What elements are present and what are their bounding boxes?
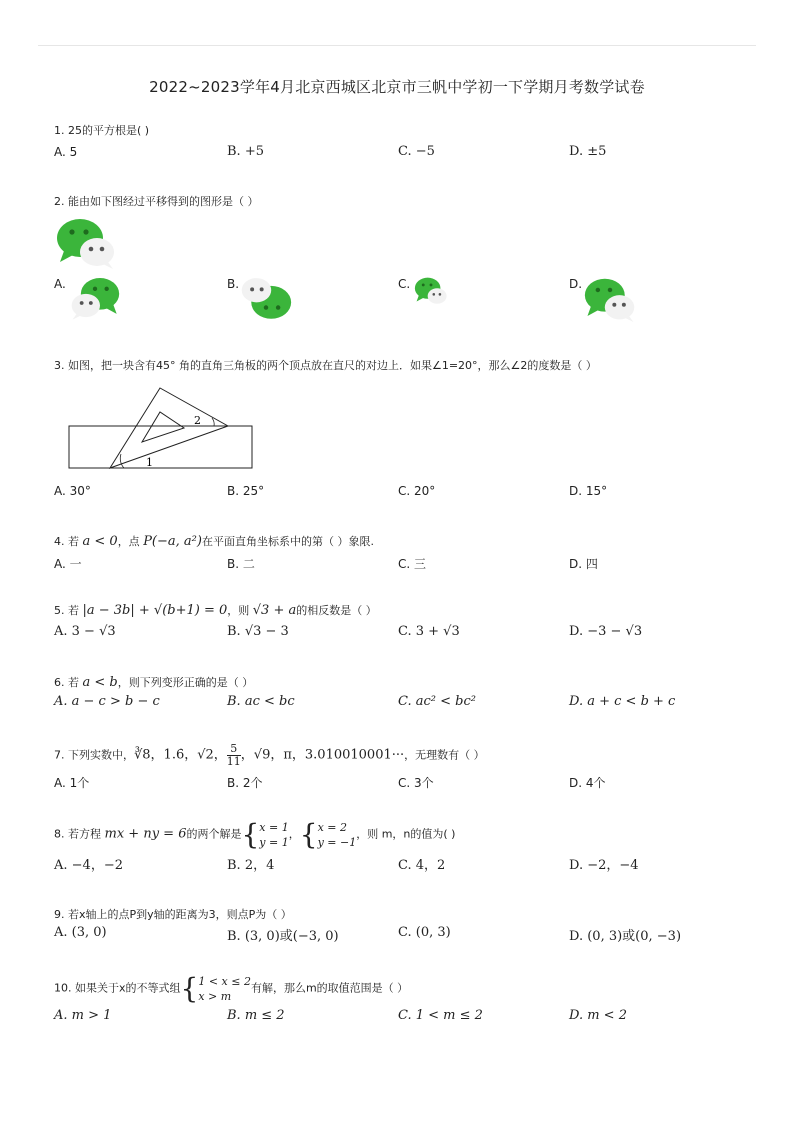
q9-option-a[interactable]: A. (3, 0)	[54, 925, 107, 940]
q10-prefix: 10. 如果关于x的不等式组	[54, 981, 181, 995]
question-2-stem: 2. 能由如下图经过平移得到的图形是（ ）	[54, 195, 259, 208]
q2-option-b[interactable]: B.	[227, 277, 240, 291]
q3-option-d[interactable]: D. 15°	[569, 484, 608, 498]
q1-option-a[interactable]: A. 5	[54, 145, 78, 159]
q5-prefix: 5. 若	[54, 604, 83, 617]
q7-prefix: 7. 下列实数中，	[54, 748, 134, 762]
q10-option-a[interactable]: A. m > 1	[54, 1008, 112, 1023]
q8-option-b[interactable]: B. 2，4	[227, 858, 275, 873]
q8-option-c[interactable]: C. 4，2	[398, 858, 446, 873]
q9-option-c[interactable]: C. (0, 3)	[398, 925, 451, 940]
wechat-logo-icon	[414, 276, 448, 306]
q8-prefix: 8. 若方程	[54, 827, 105, 841]
q5-math-expression: √3 + a	[252, 603, 297, 618]
q9-option-d[interactable]: D. (0, 3)或(0, −3)	[569, 929, 682, 944]
q7-fraction-denominator: 11	[226, 755, 241, 768]
question-6-stem	[54, 674, 253, 690]
q5-math-equation: |a − 3b| + √(b+1) = 0	[82, 603, 228, 618]
q6-math-condition: a < b	[82, 675, 118, 690]
q4-math-point: P(−a, a²)	[143, 534, 202, 549]
q8-system1	[259, 820, 288, 850]
q8-sys2-line1: x = 2	[317, 820, 347, 834]
angle-2-label: 2	[194, 414, 201, 427]
q8-sys1-line1: x = 1	[259, 820, 289, 834]
q4-option-c[interactable]: C. 三	[398, 557, 427, 571]
question-1-stem: 1. 25的平方根是( )	[54, 124, 150, 137]
q5-mid: ，则	[227, 604, 253, 617]
q5-option-a[interactable]: A. 3 − √3	[54, 624, 116, 639]
question-3-stem: 3. 如图，把一块含有45° 角的直角三角板的两个顶点放在直尺的对边上．如果∠1=20°，那么∠2的度数是（ ）	[54, 359, 597, 372]
question-9-stem: 9. 若x轴上的点P到y轴的距离为3，则点P为（ ）	[54, 908, 292, 921]
question-5-stem	[54, 602, 377, 618]
q8-option-d[interactable]: D. −2，−4	[569, 858, 639, 873]
q5-option-d[interactable]: D. −3 − √3	[569, 624, 643, 639]
q10-option-b[interactable]: B. m ≤ 2	[227, 1008, 285, 1023]
q10-system-brace: {	[180, 972, 199, 1005]
question-8-stem: 8. 若方程 mx + ny = 6的两个解是{ x = 1 y = 1 ，{ x = 2 y = −1 ，则 m，n的值为( )	[54, 818, 456, 851]
q2-option-d[interactable]: D.	[569, 277, 583, 291]
q8-system2-brace: {	[299, 818, 318, 851]
ruler-triangle-figure	[66, 384, 256, 474]
q8-suffix: ，则 m，n的值为( )	[356, 827, 456, 841]
q4-option-a[interactable]: A. 一	[54, 557, 82, 571]
q5-option-b[interactable]: B. √3 − 3	[227, 624, 289, 639]
q1-option-b[interactable]: B. +5	[227, 144, 264, 159]
q1-option-c[interactable]: C. −5	[398, 144, 435, 159]
wechat-logo-icon	[240, 274, 292, 322]
q4-mid: ，点	[117, 535, 144, 548]
q6-suffix: ，则下列变形正确的是（ ）	[117, 676, 254, 689]
q7-option-a[interactable]: A. 1个	[54, 776, 90, 790]
q10-sys-line1: 1 < x ≤ 2	[198, 974, 251, 988]
q6-option-a[interactable]: A. a − c > b − c	[54, 694, 160, 709]
q8-system1-brace: {	[241, 818, 260, 851]
q1-option-d[interactable]: D. ±5	[569, 144, 607, 159]
q5-option-c[interactable]: C. 3 + √3	[398, 624, 460, 639]
header-rule	[38, 45, 756, 46]
q10-system	[198, 974, 251, 1004]
q7-fraction-numerator: 5	[227, 743, 241, 756]
q4-option-b[interactable]: B. 二	[227, 557, 255, 571]
q6-prefix: 6. 若	[54, 676, 83, 689]
q6-option-c[interactable]: C. ac² < bc²	[398, 694, 476, 709]
q10-suffix: 有解，那么m的取值范围是（ ）	[250, 981, 409, 995]
q4-option-d[interactable]: D. 四	[569, 557, 598, 571]
q4-math-condition: a < 0	[82, 534, 118, 549]
q8-mid: 的两个解是	[186, 827, 242, 841]
q3-option-b[interactable]: B. 25°	[227, 484, 265, 498]
q7-option-b[interactable]: B. 2个	[227, 776, 263, 790]
wechat-logo-icon	[70, 274, 120, 322]
q3-option-a[interactable]: A. 30°	[54, 484, 91, 498]
question-10-stem	[54, 972, 408, 1005]
q7-numbers-part2: ，√9，π，3.010010001···	[240, 747, 405, 763]
q8-math-equation: mx + ny = 6	[104, 826, 187, 842]
q3-option-c[interactable]: C. 20°	[398, 484, 436, 498]
wechat-logo-icon	[584, 276, 636, 323]
page-title: 2022~2023学年4月北京西城区北京市三帆中学初一下学期月考数学试卷	[149, 78, 645, 96]
q8-system2	[318, 820, 357, 850]
q5-suffix: 的相反数是（ ）	[296, 604, 377, 617]
q10-option-c[interactable]: C. 1 < m ≤ 2	[398, 1008, 483, 1023]
q7-numbers-part1: ∛8，1.6̇，√2，	[134, 747, 227, 763]
question-4-stem	[54, 533, 374, 549]
q7-option-c[interactable]: C. 3个	[398, 776, 434, 790]
q7-option-d[interactable]: D. 4个	[569, 776, 606, 790]
q9-option-b[interactable]: B. (3, 0)或(−3, 0)	[227, 929, 339, 944]
q8-sys2-line2: y = −1	[317, 835, 357, 849]
question-7-stem	[54, 743, 485, 768]
q4-prefix: 4. 若	[54, 535, 83, 548]
q4-suffix: 在平面直角坐标系中的第（ ）象限.	[201, 535, 374, 548]
q7-suffix: ，无理数有（ ）	[404, 748, 485, 762]
q7-fraction	[227, 743, 241, 768]
q2-option-a[interactable]: A.	[54, 277, 66, 291]
q10-option-d[interactable]: D. m < 2	[569, 1008, 627, 1023]
q2-option-c[interactable]: C.	[398, 277, 411, 291]
q6-option-b[interactable]: B. ac < bc	[227, 694, 295, 709]
q8-sys1-line2: y = 1	[259, 835, 289, 849]
wechat-logo-icon	[56, 216, 116, 270]
q8-option-a[interactable]: A. −4，−2	[54, 858, 123, 873]
angle-1-label: 1	[146, 456, 153, 469]
q6-option-d[interactable]: D. a + c < b + c	[569, 694, 676, 709]
q10-sys-line2: x > m	[198, 989, 232, 1003]
